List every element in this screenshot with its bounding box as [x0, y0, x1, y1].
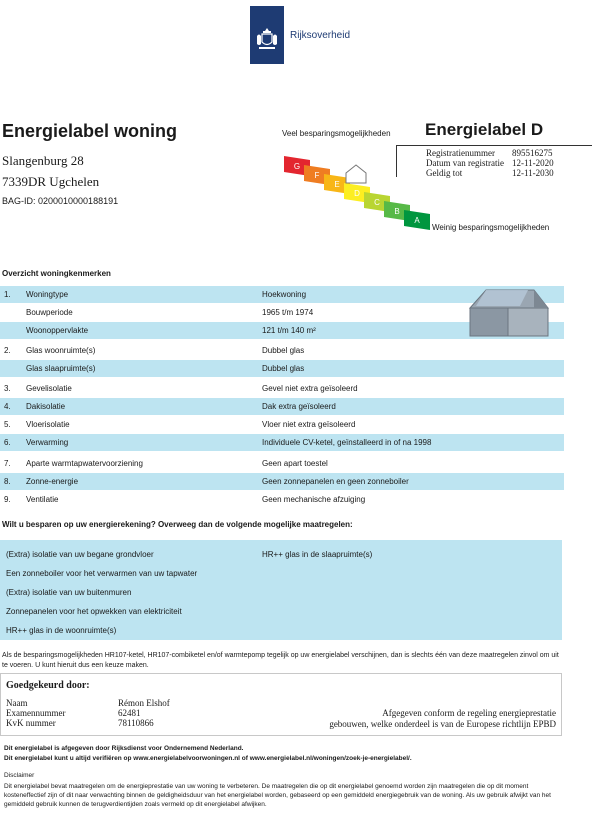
row-number: 2. [4, 346, 11, 355]
characteristics-title: Overzicht woningkenmerken [2, 269, 111, 278]
registration-row [426, 168, 596, 179]
measure-item: Een zonneboiler voor het verwarmen van uw tapwater [6, 569, 198, 578]
row-number: 1. [4, 290, 11, 299]
measure-item: HR++ glas in de slaapruimte(s) [262, 550, 373, 559]
scale-letter: B [394, 207, 400, 216]
measure-item: (Extra) isolatie van uw buitenmuren [6, 588, 132, 597]
registration-key: Geldig tot [426, 168, 463, 178]
registration-value: 12-11-2020 [512, 158, 554, 168]
characteristic-row [0, 398, 564, 415]
energy-label-title: Energielabel D [425, 120, 544, 139]
approval-value: Rémon Elshof [118, 698, 170, 708]
conform-line: gebouwen, welke onderdeel is van de Europese richtlijn EPBD [329, 719, 556, 729]
characteristic-row [0, 473, 564, 490]
row-value: Hoekwoning [262, 290, 307, 299]
measures-title: Wilt u besparen op uw energierekening? Overweeg dan de volgende mogelijke maatregelen: [2, 520, 353, 529]
scale-letter: A [414, 216, 420, 225]
measure-item: (Extra) isolatie van uw begane grondvloer [6, 550, 154, 559]
page-title: Energielabel woning [2, 121, 178, 141]
row-label: Glas woonruimte(s) [26, 346, 96, 355]
scale-letter: D [354, 189, 360, 198]
scale-letter: F [314, 171, 320, 180]
row-number: 5. [4, 420, 11, 429]
row-number: 7. [4, 459, 11, 468]
row-number: 6. [4, 438, 11, 447]
characteristic-row [0, 360, 564, 377]
row-label: Aparte warmtapwatervoorziening [26, 459, 143, 468]
conform-statement [300, 708, 556, 730]
address-postcode-city: 7339DR Ugchelen [2, 174, 100, 189]
characteristic-row [0, 380, 564, 397]
approval-value: 78110866 [118, 718, 154, 728]
approval-row [6, 718, 306, 729]
characteristic-row [0, 434, 564, 451]
registration-value: 12-11-2030 [512, 168, 554, 178]
current-label-house-icon [346, 165, 366, 183]
row-label: Zonne-energie [26, 477, 79, 486]
conform-line: Afgegeven conform de regeling energieprestatie [382, 708, 556, 718]
corner-house-icon [468, 282, 552, 338]
row-number: 9. [4, 495, 11, 504]
row-label: Verwarming [26, 438, 69, 447]
row-value: Vloer niet extra geïsoleerd [262, 420, 356, 429]
row-label: Ventilatie [26, 495, 59, 504]
approval-value: 62481 [118, 708, 141, 718]
measures-box [0, 540, 562, 640]
row-label: Woonoppervlakte [26, 326, 89, 335]
scale-top-caption: Veel besparingsmogelijkheden [282, 129, 391, 138]
row-label: Gevelisolatie [26, 384, 72, 393]
row-label: Vloerisolatie [26, 420, 70, 429]
registration-value: 895516275 [512, 148, 553, 158]
measures-note: Als de besparingsmogelijkheden HR107-ketel, HR107-combiketel en/of warmtepomp tegelijk op uw energielabel verschijnen, dan is slechts één van deze maatregelen zinvol om uit te voeren. U kunt hieruit dus een keuze maken. [2, 652, 559, 669]
row-number: 8. [4, 477, 11, 486]
footer-issuer: Dit energielabel is afgegeven door Rijksdienst voor Ondernemend Nederland. [4, 745, 244, 752]
characteristic-row [0, 342, 564, 359]
row-number: 4. [4, 402, 11, 411]
registration-key: Registratienummer [426, 148, 495, 158]
row-label: Glas slaapruimte(s) [26, 364, 96, 373]
characteristic-row [0, 491, 564, 508]
registration-key: Datum van registratie [426, 158, 504, 168]
approval-key: KvK nummer [6, 718, 56, 728]
approval-key: Naam [6, 698, 28, 708]
row-value: Individuele CV-ketel, geïnstalleerd in of na 1998 [262, 438, 432, 447]
measure-item: Zonnepanelen voor het opwekken van elektriciteit [6, 607, 182, 616]
row-value: Dubbel glas [262, 346, 305, 355]
row-label: Bouwperiode [26, 308, 73, 317]
row-value: Geen apart toestel [262, 459, 328, 468]
row-value: Geen zonnepanelen en geen zonneboiler [262, 477, 409, 486]
bag-id: BAG-ID: 0200010000188191 [2, 196, 119, 206]
row-value: Gevel niet extra geïsoleerd [262, 384, 358, 393]
scale-letter: C [374, 198, 380, 207]
royal-crest-icon [254, 26, 280, 52]
row-value: Geen mechanische afzuiging [262, 495, 366, 504]
scale-letter: E [334, 180, 340, 189]
org-name: Rijksoverheid [290, 30, 351, 41]
characteristic-row [0, 455, 564, 472]
disclaimer-title: Disclaimer [4, 772, 35, 779]
scale-bottom-caption: Weinig besparingsmogelijkheden [432, 223, 550, 232]
row-value: Dubbel glas [262, 364, 305, 373]
footer-verify: Dit energielabel kunt u altijd verifiëren op www.energielabelvoorwoningen.nl of www.energielabel.nl/woningen/zoek-je-energielabel/. [4, 755, 412, 762]
measure-item: HR++ glas in de woonruimte(s) [6, 626, 117, 635]
characteristic-row [0, 416, 564, 433]
row-value: 1965 t/m 1974 [262, 308, 314, 317]
scale-letter: G [293, 162, 301, 171]
row-label: Woningtype [26, 290, 69, 299]
row-value: Dak extra geïsoleerd [262, 402, 336, 411]
address-street: Slangenburg 28 [2, 153, 84, 168]
row-number: 3. [4, 384, 11, 393]
disclaimer-text: Dit energielabel bevat maatregelen om de energieprestatie van uw woning te verbeteren. De maatregelen die op dit energielabel genoemd worden zijn maatregelen die op dit moment kosteneffectief zijn of dit naar verwachting binnen de geldigheidsduur van het energielabel worden, gebaseerd op een gemiddeld energiegebruik van de woning. Als uw gebruik afwijkt van het gemiddeld gebruik kunnen de terugverdientijden zoals vermeld op dit energielabel afwijken. [4, 783, 551, 808]
row-label: Dakisolatie [26, 402, 66, 411]
row-value: 121 t/m 140 m² [262, 326, 316, 335]
approval-title: Goedgekeurd door: [6, 680, 90, 691]
approval-key: Examennummer [6, 708, 66, 718]
